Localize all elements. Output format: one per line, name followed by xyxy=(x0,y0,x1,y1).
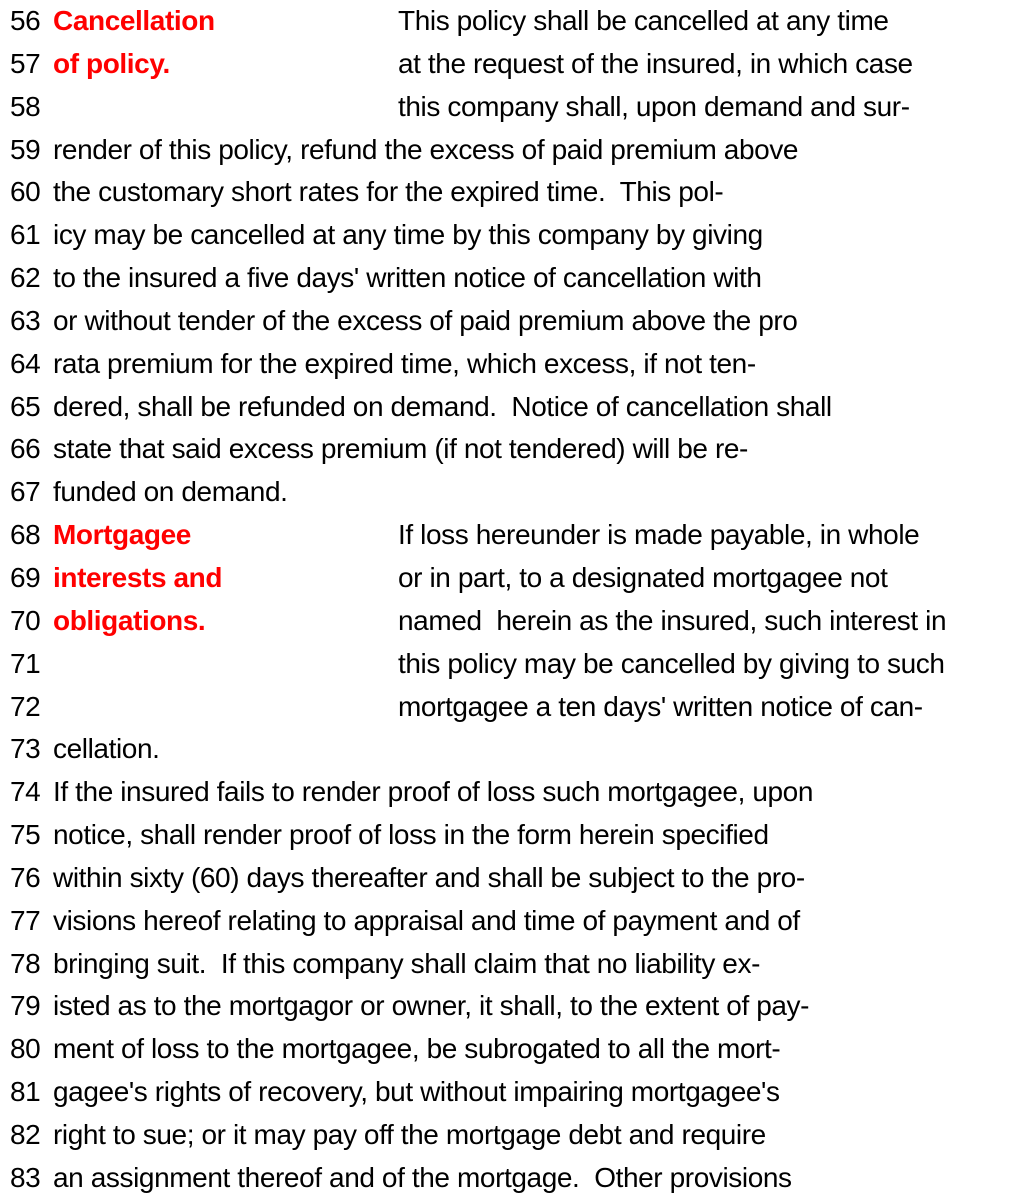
line-number: 62 xyxy=(10,262,41,294)
text-line xyxy=(0,386,1036,429)
line-text: rata premium for the expired time, which excess, if not ten- xyxy=(53,347,756,379)
text-line xyxy=(0,728,1036,771)
text-line xyxy=(0,0,1036,43)
line-text: dered, shall be refunded on demand. Notice of cancellation shall xyxy=(53,390,832,422)
line-number: 69 xyxy=(10,561,41,593)
line-number: 74 xyxy=(10,776,41,808)
text-line xyxy=(0,686,1036,729)
line-text: an assignment thereof and of the mortgage. Other provisions xyxy=(53,1161,792,1193)
line-number: 78 xyxy=(10,947,41,979)
text-line xyxy=(0,428,1036,471)
text-line xyxy=(0,300,1036,343)
text-line xyxy=(0,1071,1036,1114)
line-text: isted as to the mortgagor or owner, it shall, to the extent of pay- xyxy=(53,990,810,1022)
line-text: If the insured fails to render proof of loss such mortgagee, upon xyxy=(53,776,814,808)
line-number: 76 xyxy=(10,861,41,893)
line-text: the customary short rates for the expired time. This pol- xyxy=(53,176,724,208)
line-number: 75 xyxy=(10,819,41,851)
line-text: this policy may be cancelled by giving to such xyxy=(398,647,945,679)
line-number: 56 xyxy=(10,5,41,36)
line-number: 57 xyxy=(10,47,41,79)
line-text: If loss hereunder is made payable, in whole xyxy=(398,519,920,551)
line-number: 83 xyxy=(10,1161,41,1193)
line-text: This policy shall be cancelled at any time xyxy=(398,5,889,36)
text-line xyxy=(0,343,1036,386)
text-line xyxy=(0,900,1036,943)
line-number: 64 xyxy=(10,347,41,379)
line-text: gagee's rights of recovery, but without impairing mortgagee's xyxy=(53,1076,780,1108)
line-number: 72 xyxy=(10,690,41,722)
line-number: 81 xyxy=(10,1076,41,1108)
text-line xyxy=(0,1157,1036,1200)
text-line xyxy=(0,771,1036,814)
section-heading: Cancellation xyxy=(53,5,215,36)
line-text: right to sue; or it may pay off the mortgage debt and require xyxy=(53,1118,766,1150)
line-text: ment of loss to the mortgagee, be subrogated to all the mort- xyxy=(53,1033,781,1065)
line-number: 70 xyxy=(10,604,41,636)
section-heading: interests and xyxy=(53,561,223,593)
line-number: 65 xyxy=(10,390,41,422)
text-line xyxy=(0,471,1036,514)
line-text: mortgagee a ten days' written notice of can- xyxy=(398,690,923,722)
line-number: 61 xyxy=(10,219,41,251)
line-number: 59 xyxy=(10,133,41,165)
line-number: 71 xyxy=(10,647,41,679)
line-text: render of this policy, refund the excess of paid premium above xyxy=(53,133,799,165)
line-text: or in part, to a designated mortgagee not xyxy=(398,561,888,593)
text-line xyxy=(0,214,1036,257)
line-text: icy may be cancelled at any time by this company by giving xyxy=(53,219,763,251)
text-line xyxy=(0,985,1036,1028)
text-line xyxy=(0,514,1036,557)
text-line xyxy=(0,86,1036,129)
line-text: within sixty (60) days thereafter and shall be subject to the pro- xyxy=(53,861,805,893)
line-number: 67 xyxy=(10,476,41,508)
text-line xyxy=(0,257,1036,300)
line-number: 63 xyxy=(10,304,41,336)
line-number: 77 xyxy=(10,904,41,936)
line-text: cellation. xyxy=(53,733,160,765)
text-line xyxy=(0,1114,1036,1157)
line-number: 68 xyxy=(10,519,41,551)
section-heading: obligations. xyxy=(53,604,206,636)
text-line xyxy=(0,600,1036,643)
line-text: at the request of the insured, in which case xyxy=(398,47,913,79)
line-number: 60 xyxy=(10,176,41,208)
line-number: 80 xyxy=(10,1033,41,1065)
text-line xyxy=(0,129,1036,172)
line-number: 66 xyxy=(10,433,41,465)
text-line xyxy=(0,1028,1036,1071)
line-text: visions hereof relating to appraisal and time of payment and of xyxy=(53,904,800,936)
text-line xyxy=(0,171,1036,214)
text-line xyxy=(0,43,1036,86)
line-text: or without tender of the excess of paid premium above the pro xyxy=(53,304,798,336)
line-text: this company shall, upon demand and sur- xyxy=(398,90,910,122)
text-line xyxy=(0,557,1036,600)
line-text: state that said excess premium (if not tendered) will be re- xyxy=(53,433,748,465)
section-heading: of policy. xyxy=(53,47,170,79)
line-number: 58 xyxy=(10,90,41,122)
line-number: 82 xyxy=(10,1118,41,1150)
line-text: notice, shall render proof of loss in the form herein specified xyxy=(53,819,769,851)
line-text: bringing suit. If this company shall claim that no liability ex- xyxy=(53,947,760,979)
line-number: 73 xyxy=(10,733,41,765)
line-text: to the insured a five days' written notice of cancellation with xyxy=(53,262,762,294)
text-line xyxy=(0,857,1036,900)
line-text: funded on demand. xyxy=(53,476,288,508)
text-line xyxy=(0,643,1036,686)
line-text: named herein as the insured, such interest in xyxy=(398,604,947,636)
line-number: 79 xyxy=(10,990,41,1022)
text-line xyxy=(0,943,1036,986)
section-heading: Mortgagee xyxy=(53,519,191,551)
text-line xyxy=(0,814,1036,857)
